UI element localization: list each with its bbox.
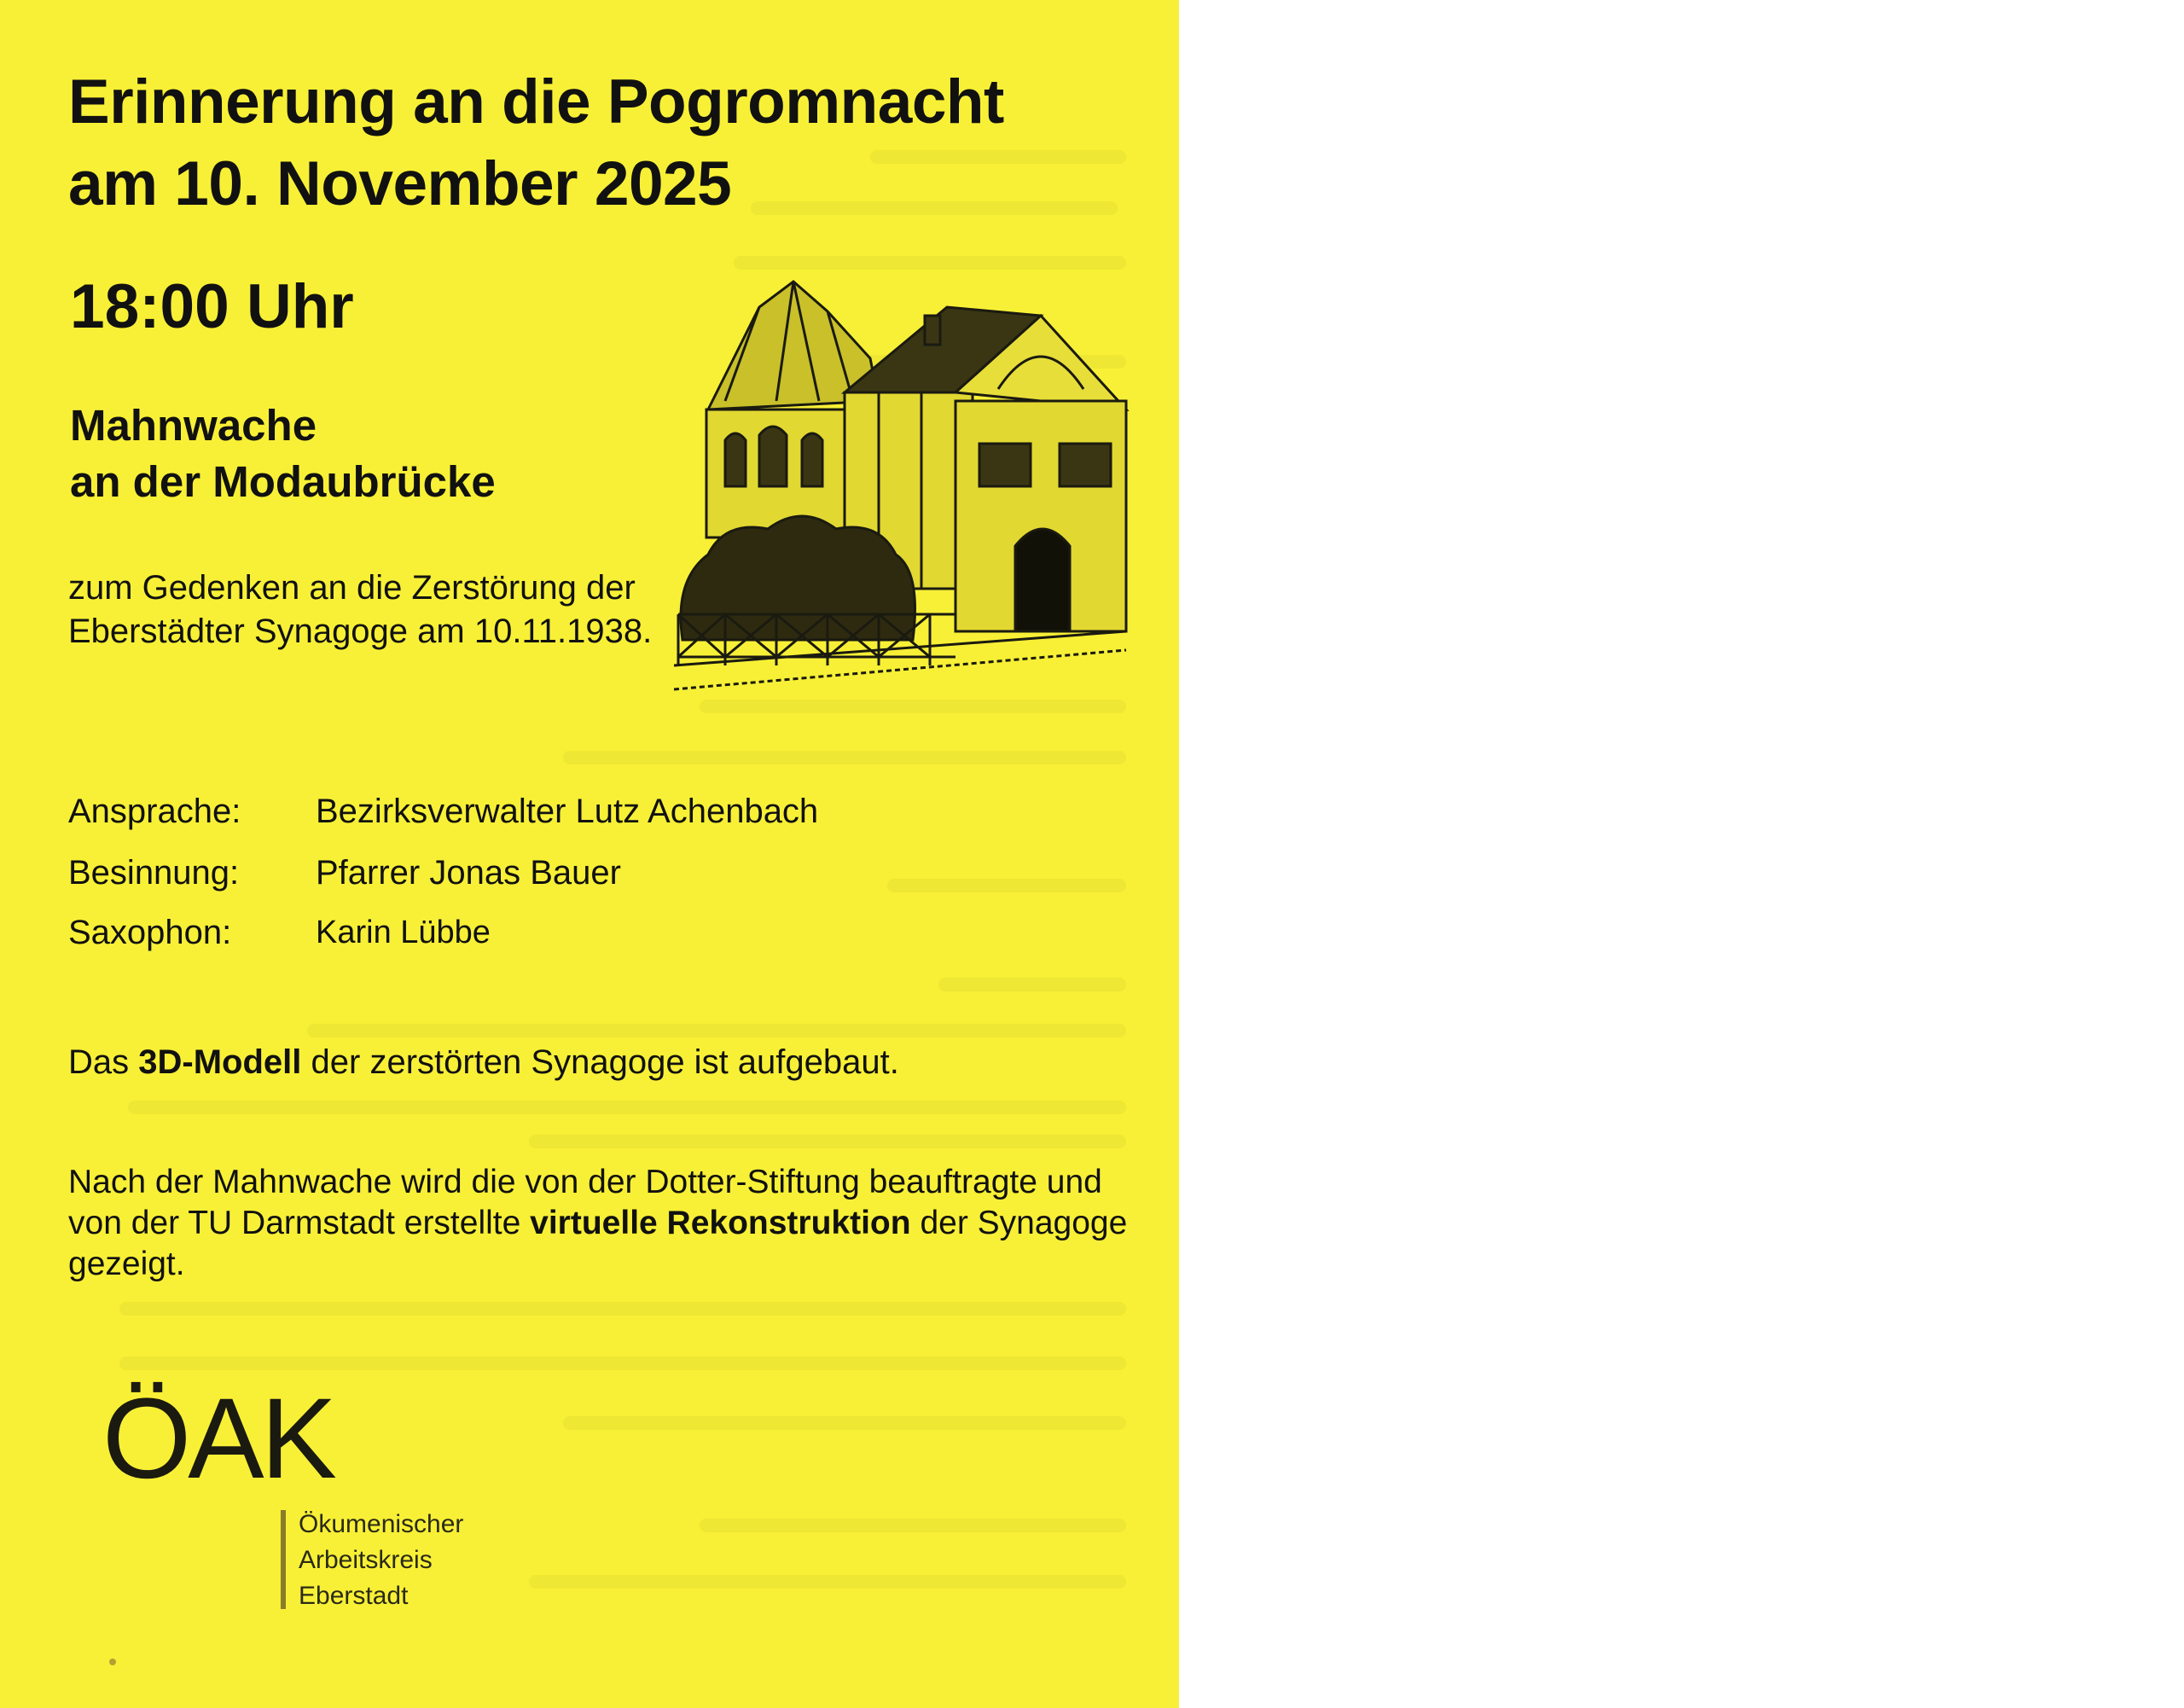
logo-line-1: Ökumenischer <box>299 1510 464 1538</box>
event-heading <box>70 398 667 510</box>
paper-spot <box>109 1659 116 1665</box>
event-time: 18:00 Uhr <box>70 272 354 341</box>
program-value-speech: Bezirksverwalter Lutz Achenbach <box>316 793 819 830</box>
title-line-1: Erinnerung an die Pogromnacht <box>68 67 1004 137</box>
logo-line-2: Arbeitskreis <box>299 1546 433 1574</box>
logo-line-3: Eberstadt <box>299 1582 409 1610</box>
title-line-2: am 10. November 2025 <box>68 149 732 218</box>
model-note-bold: 3D-Modell <box>138 1043 302 1081</box>
intro-text: zum Gedenken an die Zerstörung der Eberstädter Synagoge am 10.11.1938. <box>68 569 653 650</box>
program-label-saxophone: Saxophon: <box>68 914 232 951</box>
model-note-end: der zerstörten Synagoge ist aufgebaut. <box>311 1043 899 1081</box>
synagogue-illustration <box>674 273 1135 700</box>
model-note <box>68 1040 1092 1084</box>
program-label-reflection: Besinnung: <box>68 854 240 892</box>
reconstruction-note-bold: virtuelle Rekonstruktion <box>530 1205 911 1241</box>
model-note-start: Das <box>68 1043 130 1081</box>
program-value-reflection: Pfarrer Jonas Bauer <box>316 854 621 892</box>
logo-caption <box>299 1507 463 1614</box>
reconstruction-note-end: der Synagoge gezeigt. <box>68 1205 1128 1282</box>
entrance-door <box>1015 529 1070 631</box>
reconstruction-note-start: Nach der Mahnwache wird die von der Dotter-Stiftung beauftragte und von der TU Darmstadt erstellte <box>68 1164 1102 1241</box>
oak-logo: ÖAK <box>102 1375 334 1502</box>
logo-divider <box>281 1510 286 1609</box>
program-value-saxophone: Karin Lübbe <box>316 915 491 950</box>
heading-line-2: an der Modaubrücke <box>70 457 496 506</box>
program-label-speech: Ansprache: <box>68 793 241 830</box>
heading-line-1: Mahnwache <box>70 401 317 450</box>
page-title <box>68 61 1160 225</box>
reconstruction-note <box>68 1162 1143 1285</box>
